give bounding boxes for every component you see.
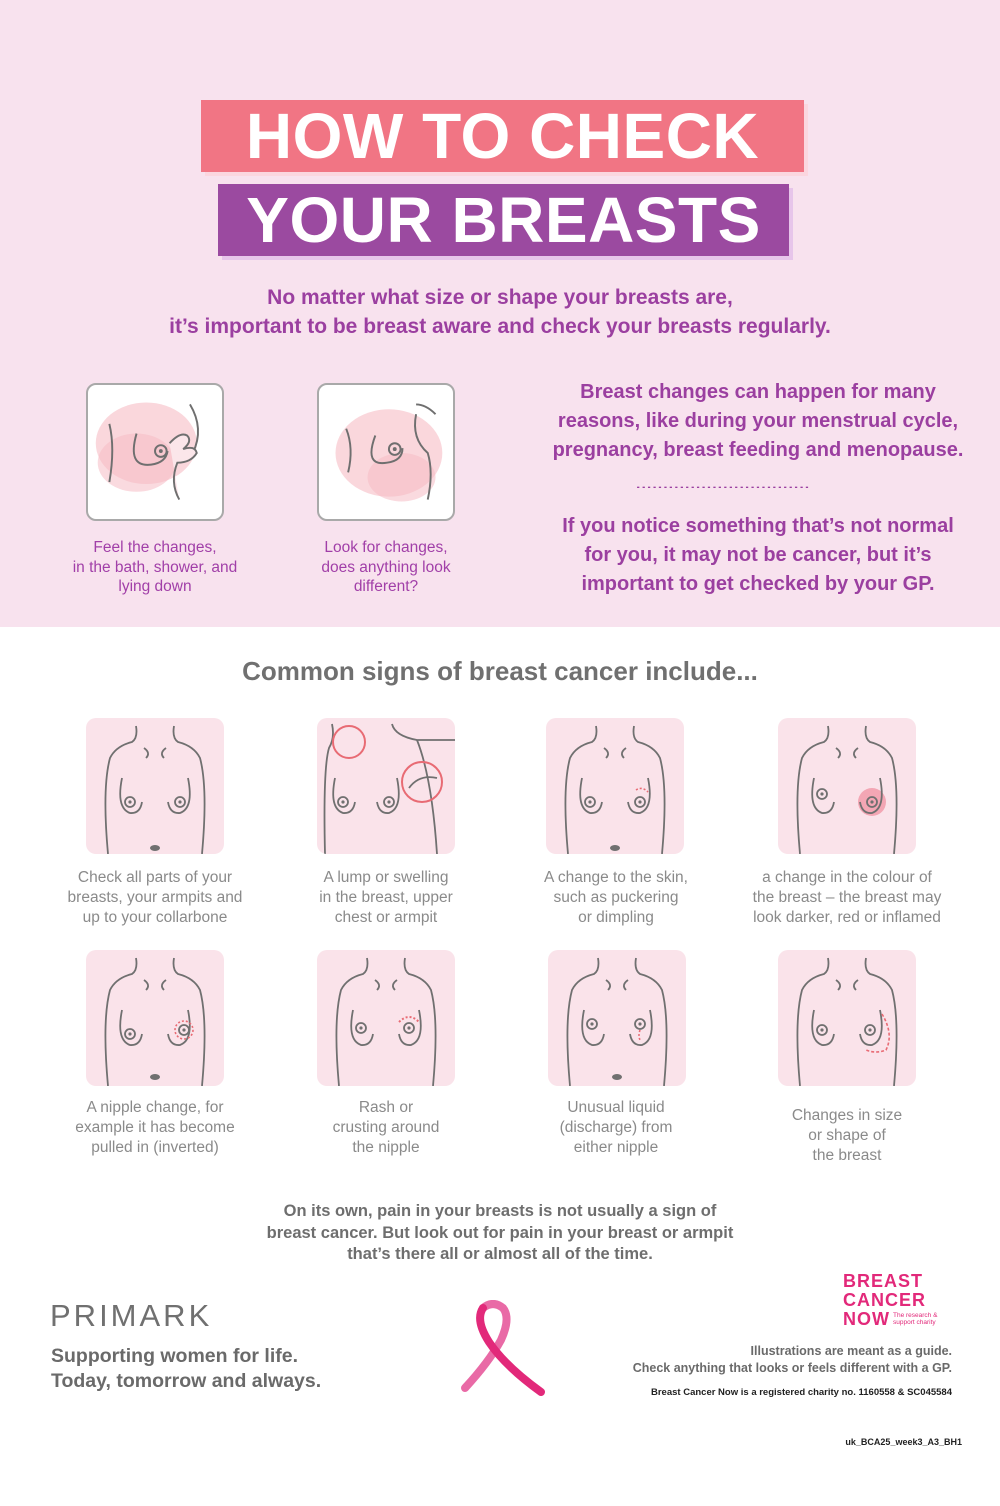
info-line: reasons, like during your menstrual cycle, [557, 410, 959, 432]
rash-crusting-icon [317, 950, 455, 1086]
dotted-separator: ................................ [636, 476, 811, 488]
sign-caption-3 [501, 868, 731, 928]
pain-note [220, 1201, 780, 1266]
caption-line: in the bath, shower, and [72, 558, 238, 576]
primark-logo: PRIMARK [50, 1298, 213, 1333]
logo-tagline: The research & support charity [893, 1312, 938, 1326]
feel-breast-icon [86, 383, 224, 521]
caption-line: up to your collarbone [82, 909, 228, 926]
tagline [51, 1344, 321, 1394]
charity-registration: Breast Cancer Now is a registered charity no. 1160558 & SC045584 [651, 1387, 952, 1398]
logo-word: CANCER [843, 1290, 927, 1310]
caption-line: pulled in (inverted) [91, 1139, 219, 1156]
size-shape-icon [778, 950, 916, 1086]
guide-note [532, 1343, 952, 1377]
title-line1: HOW TO CHECK [245, 100, 760, 172]
colour-change-icon [778, 718, 916, 854]
sign-caption-4 [732, 868, 962, 928]
caption-line: breasts, your armpits and [67, 889, 243, 906]
caption-line: or dimpling [578, 909, 654, 926]
caption-line: either nipple [573, 1139, 659, 1156]
sign-caption-7 [501, 1098, 731, 1158]
info-line: for you, it may not be cancer, but it’s [584, 544, 932, 566]
caption-line: lying down [118, 578, 192, 595]
caption-line: A lump or swelling [323, 869, 449, 886]
look-breast-icon [317, 383, 455, 521]
info-line: important to get checked by your GP. [581, 573, 935, 595]
caption-line: (discharge) from [559, 1119, 673, 1136]
caption-line: the nipple [352, 1139, 420, 1156]
caption-line: chest or armpit [334, 909, 438, 926]
guide-line: Illustrations are meant as a guide. [750, 1344, 952, 1358]
pain-note-line: breast cancer. But look out for pain in your breast or armpit [266, 1223, 734, 1242]
sign-caption-8 [732, 1106, 962, 1166]
pain-note-line: that’s there all or almost all of the time. [347, 1245, 653, 1263]
document-code: uk_BCA25_week3_A3_BH1 [845, 1437, 962, 1447]
title-banner-line1 [201, 100, 804, 172]
caption-line: or shape of [808, 1127, 886, 1144]
info-line: Breast changes can happen for many [580, 381, 936, 403]
info-paragraph-2 [536, 512, 980, 599]
look-caption [291, 538, 481, 597]
breast-cancer-now-logo [843, 1272, 958, 1332]
tagline-line: Today, tomorrow and always. [51, 1370, 322, 1392]
caption-line: Unusual liquid [567, 1099, 665, 1116]
caption-line: look darker, red or inflamed [753, 909, 941, 926]
caption-line: Look for changes, [324, 539, 448, 556]
title-banner-line2 [218, 184, 789, 256]
caption-line: Changes in size [791, 1107, 903, 1124]
caption-line: A change to the skin, [544, 869, 688, 886]
nipple-change-icon [86, 950, 224, 1086]
pain-note-line: On its own, pain in your breasts is not usually a sign of [283, 1202, 717, 1220]
check-all-parts-icon [86, 718, 224, 854]
caption-line: in the breast, upper [319, 889, 453, 906]
caption-line: does anything look [321, 558, 451, 576]
liquid-discharge-icon [548, 950, 686, 1086]
info-line: pregnancy, breast feeding and menopause. [552, 439, 964, 461]
caption-line: Rash or [358, 1099, 414, 1116]
guide-line: Check anything that looks or feels different with a GP. [632, 1361, 952, 1375]
caption-line: Feel the changes, [93, 539, 217, 556]
info-paragraph-1 [536, 378, 980, 465]
caption-line: Check all parts of your [77, 869, 233, 886]
sign-caption-1 [40, 868, 270, 928]
caption-line: example it has become [75, 1119, 235, 1136]
logo-word: BREAST [843, 1271, 924, 1291]
caption-line: crusting around [332, 1119, 440, 1136]
intro-line-1: No matter what size or shape your breasts are, [267, 286, 733, 309]
info-line: If you notice something that’s not normal [562, 515, 954, 537]
intro-text [60, 283, 940, 341]
skin-change-icon [546, 718, 684, 854]
caption-line: the breast – the breast may [752, 889, 942, 906]
title-line2: YOUR BREASTS [246, 184, 761, 256]
intro-line-2: it’s important to be breast aware and check your breasts regularly. [169, 315, 831, 338]
sign-caption-2 [271, 868, 501, 928]
caption-line: A nipple change, for [86, 1099, 224, 1116]
caption-line: such as puckering [553, 889, 679, 906]
caption-line: the breast [812, 1147, 882, 1164]
lump-swelling-icon [317, 718, 455, 854]
sign-caption-5 [40, 1098, 270, 1158]
tagline-line: Supporting women for life. [51, 1345, 298, 1367]
feel-caption [60, 538, 250, 597]
logo-word: NOW [843, 1309, 890, 1329]
caption-line: a change in the colour of [762, 869, 932, 886]
caption-line: different? [353, 578, 419, 595]
signs-heading: Common signs of breast cancer include... [242, 656, 758, 686]
sign-caption-6 [271, 1098, 501, 1158]
